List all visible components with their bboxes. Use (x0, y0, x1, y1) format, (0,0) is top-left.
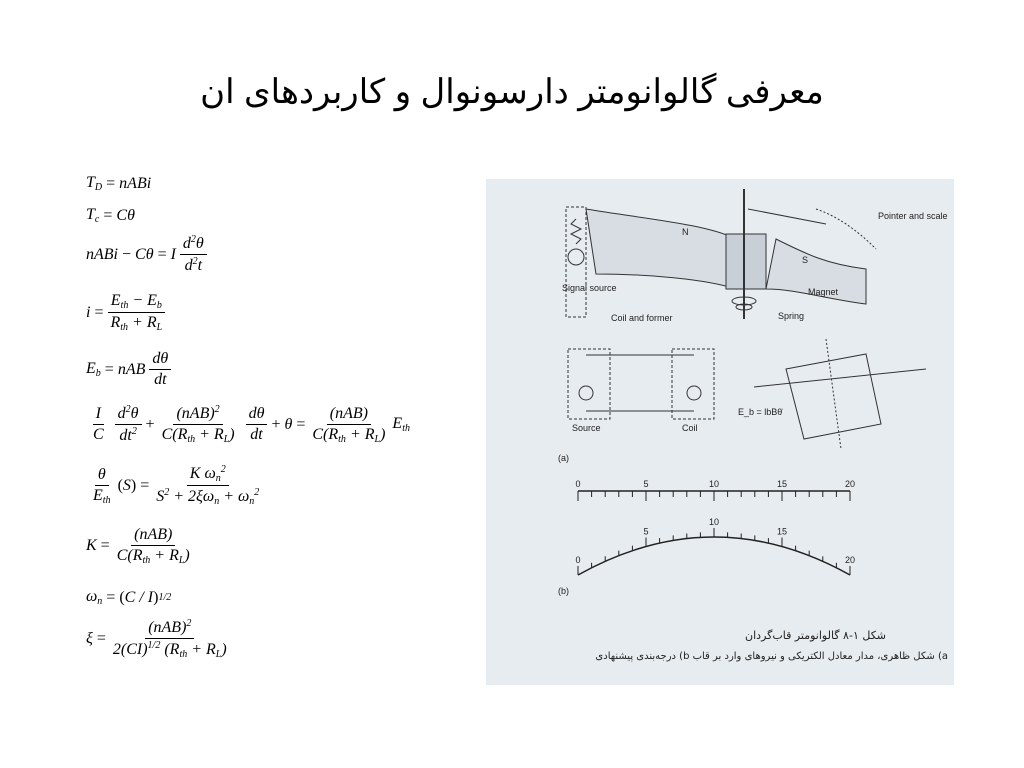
equation-transfer-function: $\frac{\theta}{E_{th}}$ ( S ) = $\frac{K \omega_n^2}{S^2 + 2\xi\omega_n + \omega_n^2}$ (93, 464, 260, 507)
coil-force-diagram (754, 339, 926, 449)
linear-scale-labels (575, 479, 855, 489)
equation-torque-deflection: $T_D$ = nABi (86, 174, 152, 193)
label-coil: Coil (682, 423, 698, 433)
signal-source-box (566, 207, 586, 317)
linear-scale (578, 491, 850, 501)
equation-natural-frequency: $\omega_n$ = ( C / I ) 1/2 (86, 588, 172, 607)
label-eb-formula: E_b = lbBθ̇ (738, 407, 783, 417)
label-b: (b) (558, 586, 569, 596)
resistor-rth (571, 219, 581, 244)
equation-gain: K = $\frac{\text{(nAB)}}{C(R_{th} + R_L)}$ (86, 526, 190, 566)
arc-scale-label: 20 (844, 555, 856, 565)
equation-differential: $\frac{I}{C}$ $\frac{d^2\theta}{dt^2}$ + $\frac{(nAB)^2}{C(R_{th} + R_L)}$ $\frac{d\theta}{dt}$ + θ = $\frac{\text{(nAB)}}{C(R_{th} + R_L)}$ $E_{th}$ (93, 404, 410, 445)
label-s-pole: S (802, 255, 809, 265)
linear-scale-label: 15 (776, 479, 788, 489)
arc-scale-label: 0 (575, 555, 581, 565)
arc-scale-label: 5 (643, 526, 649, 537)
magnet-drawing (566, 189, 876, 319)
linear-scale-label: 10 (708, 479, 720, 489)
figure-drawing (486, 179, 954, 685)
label-source: Source (572, 423, 601, 433)
arc-scale-label: 15 (776, 526, 788, 537)
linear-scale-label: 5 (643, 479, 649, 489)
galvanometer-figure (486, 179, 954, 685)
label-a: (a) (558, 453, 569, 463)
equation-torque-control: $T_c$ = Cθ (86, 206, 135, 225)
arc-scale-label: 10 (708, 517, 720, 527)
figure-caption-title: شکل ۱-۸ گالوانومتر قاب‌گردان (745, 629, 886, 642)
equation-motion: nABi − Cθ = I $\frac{d^2\theta}{d^2t}$ (86, 234, 211, 275)
label-magnet: Magnet (808, 287, 839, 297)
label-signal-source: Signal source (562, 283, 617, 293)
linear-scale-label: 20 (844, 479, 856, 489)
label-n-pole: N (682, 227, 689, 237)
equation-back-emf: $E_b$ = nAB $\frac{d\theta}{dt}$ (86, 350, 175, 389)
source-eth (568, 249, 584, 265)
slide-title: معرفی گالوانومتر دارسونوال و کاربردهای ان (200, 73, 824, 111)
label-pointer: Pointer and scale (878, 211, 948, 221)
arc-scale (578, 528, 850, 575)
equation-current: i = $\frac{E_{th} - E_b}{R_{th} + R_L}$ (86, 292, 169, 333)
equation-damping: ξ = $\frac{(nAB)^2}{2(CI)^{1/2} (R_{th} + R_L)}$ (86, 618, 227, 660)
label-spring: Spring (778, 311, 805, 321)
equivalent-circuit (568, 349, 714, 419)
linear-scale-label: 0 (575, 479, 581, 489)
figure-caption-description: a) شکل ظاهری، مدار معادل الکتریکی و نیروهای وارد بر قاب b) درجه‌بندی پیشنهادی (595, 651, 948, 662)
label-coil-former: Coil and former (611, 313, 673, 323)
